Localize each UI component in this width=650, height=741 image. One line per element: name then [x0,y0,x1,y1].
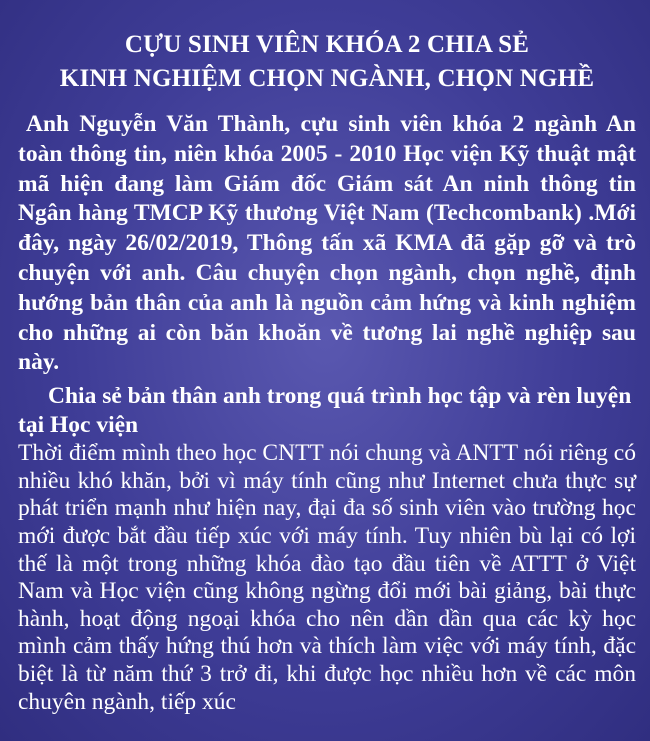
section-subheading: Chia sẻ bản thân anh trong quá trình học tập và rèn luyện tại Học viện [18,383,632,439]
body-paragraph: Thời điểm mình theo học CNTT nói chung và ANTT nói riêng có nhiều khó khăn, bởi vì máy tính cũng như Internet chưa thực sự phát triển mạnh như hiện nay, đại đa số sinh viên vào trường học mới được bắt đầu tiếp xúc với máy tính. Tuy nhiên bù lại có lợi thế là một trong những khóa đào tạo đầu tiên về ATTT ở Việt Nam và Học viện cũng không ngừng đổi mới bài giảng, bài thực hành, hoạt động ngoại khóa cho nên dần dần qua các kỳ học mình cảm thấy hứng thú hơn và thích làm việc với máy tính, đặc biệt là từ năm thứ 3 trở đi, khi được học nhiều hơn về các môn chuyên ngành, tiếp xúc [18,440,636,715]
intro-paragraph: Anh Nguyễn Văn Thành, cựu sinh viên khóa 2 ngành An toàn thông tin, niên khóa 2005 - 2010 Học viện Kỹ thuật mật mã hiện đang làm Giám đốc Giám sát An ninh thông tin Ngân hàng TMCP Kỹ thương Việt Nam (Techcombank) .Mới đây, ngày 26/02/2019, Thông tấn xã KMA đã gặp gỡ và trò chuyện với anh. Câu chuyện chọn ngành, chọn nghề, định hướng bản thân của anh là nguồn cảm hứng và kinh nghiệm cho những ai còn băn khoăn về tương lai nghề nghiệp sau này. [18,111,636,376]
article-title [18,28,636,96]
title-line-1: CỰU SINH VIÊN KHÓA 2 CHIA SẺ [124,31,530,58]
title-line-2: KINH NGHIỆM CHỌN NGÀNH, CHỌN NGHỀ [59,65,595,92]
